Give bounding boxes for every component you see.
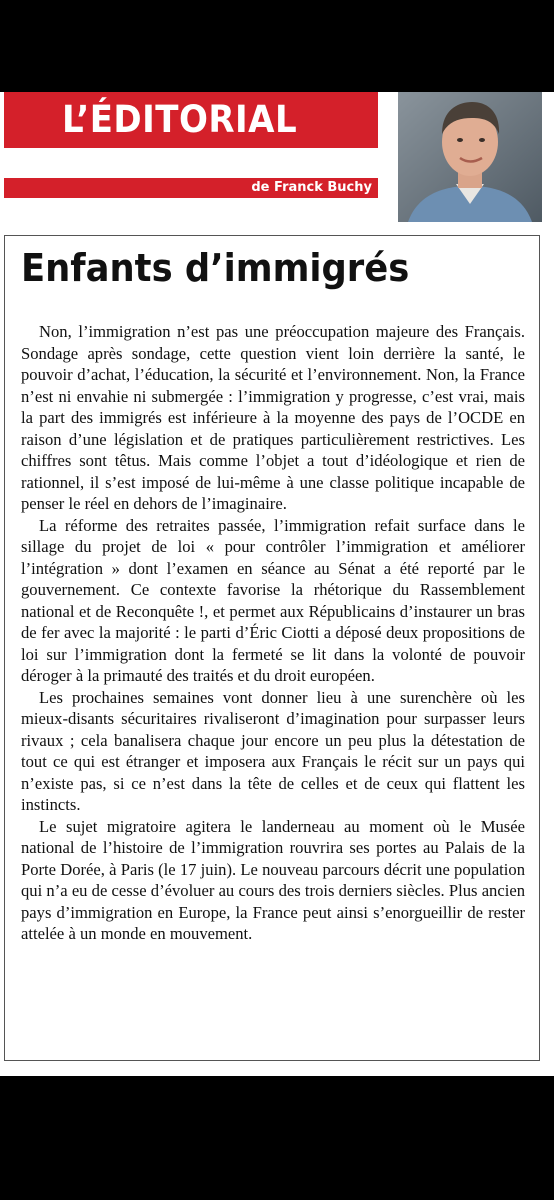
paragraph: Le sujet migratoire agitera le landerneau au moment où le Musée national de l’histoire de l’immigration rouvrira ses portes au Palais de la Porte Dorée, à Paris (le 17 juin). Le nouveau parcours décrit une population qui n’a eu de cesse d’évoluer au cours des trois derniers siècles. Plus ancien pays d’immigration en Europe, la France peut ainsi s’enorgueillir de rester attelée à un monde en mouvement. — [21, 816, 525, 943]
editorial-article — [4, 235, 540, 1061]
author-portrait-illustration — [398, 92, 542, 222]
author-photo — [398, 92, 542, 222]
article-body — [21, 321, 525, 945]
section-banner — [4, 92, 378, 148]
author-byline: de Franck Buchy — [251, 180, 372, 195]
newspaper-clipping — [0, 92, 554, 1076]
section-title: L’ÉDITORIAL — [62, 98, 298, 141]
article-headline: Enfants d’immigrés — [21, 246, 410, 290]
paragraph: La réforme des retraites passée, l’immigration refait surface dans le sillage du projet de loi « pour contrôler l’immigration et améliorer l’intégration » dont l’examen en séance au Sénat a été reporté par le gouvernement. Ce contexte favorise la rhétorique du Rassemblement national et de Reconquête !, et permet aux Républicains d’instaurer un bras de fer avec la majorité : le parti d’Éric Ciotti a déposé deux propositions de loi sur l’immigration dont la fermeté se lit dans la volonté de pouvoir déroger à la primauté des traités et du droit européen. — [21, 515, 525, 685]
paragraph: Non, l’immigration n’est pas une préoccupation majeure des Français. Sondage après sondage, cette question vient loin derrière la santé, le pouvoir d’achat, l’éducation, la sécurité et l’environnement. Non, la France n’est ni envahie ni submergée : l’immigration y progresse, c’est vrai, mais la part des immigrés est inférieure à la moyenne des pays de l’OCDE en raison d’une législation et de pratiques particulièrement restrictives. Les chiffres sont têtus. Mais comme l’objet a tout d’idéologique et rien de rationnel, il s’est imposé de lui-même à une classe politique incapable de penser le réel en dehors de l’imaginaire. — [21, 322, 525, 513]
byline-bar — [4, 178, 378, 198]
paragraph: Les prochaines semaines vont donner lieu à une surenchère où les mieux-disants sécuritaires rivaliseront d’imagination pour surpasser leurs rivaux ; cela banalisera chaque jour encore un peu plus la détestation de tout ce qui est étranger et imposera aux Français le récit sur un pays qui n’existe pas, si ce n’est dans la tête de celles et de ceux qui flattent les instincts. — [21, 687, 525, 814]
